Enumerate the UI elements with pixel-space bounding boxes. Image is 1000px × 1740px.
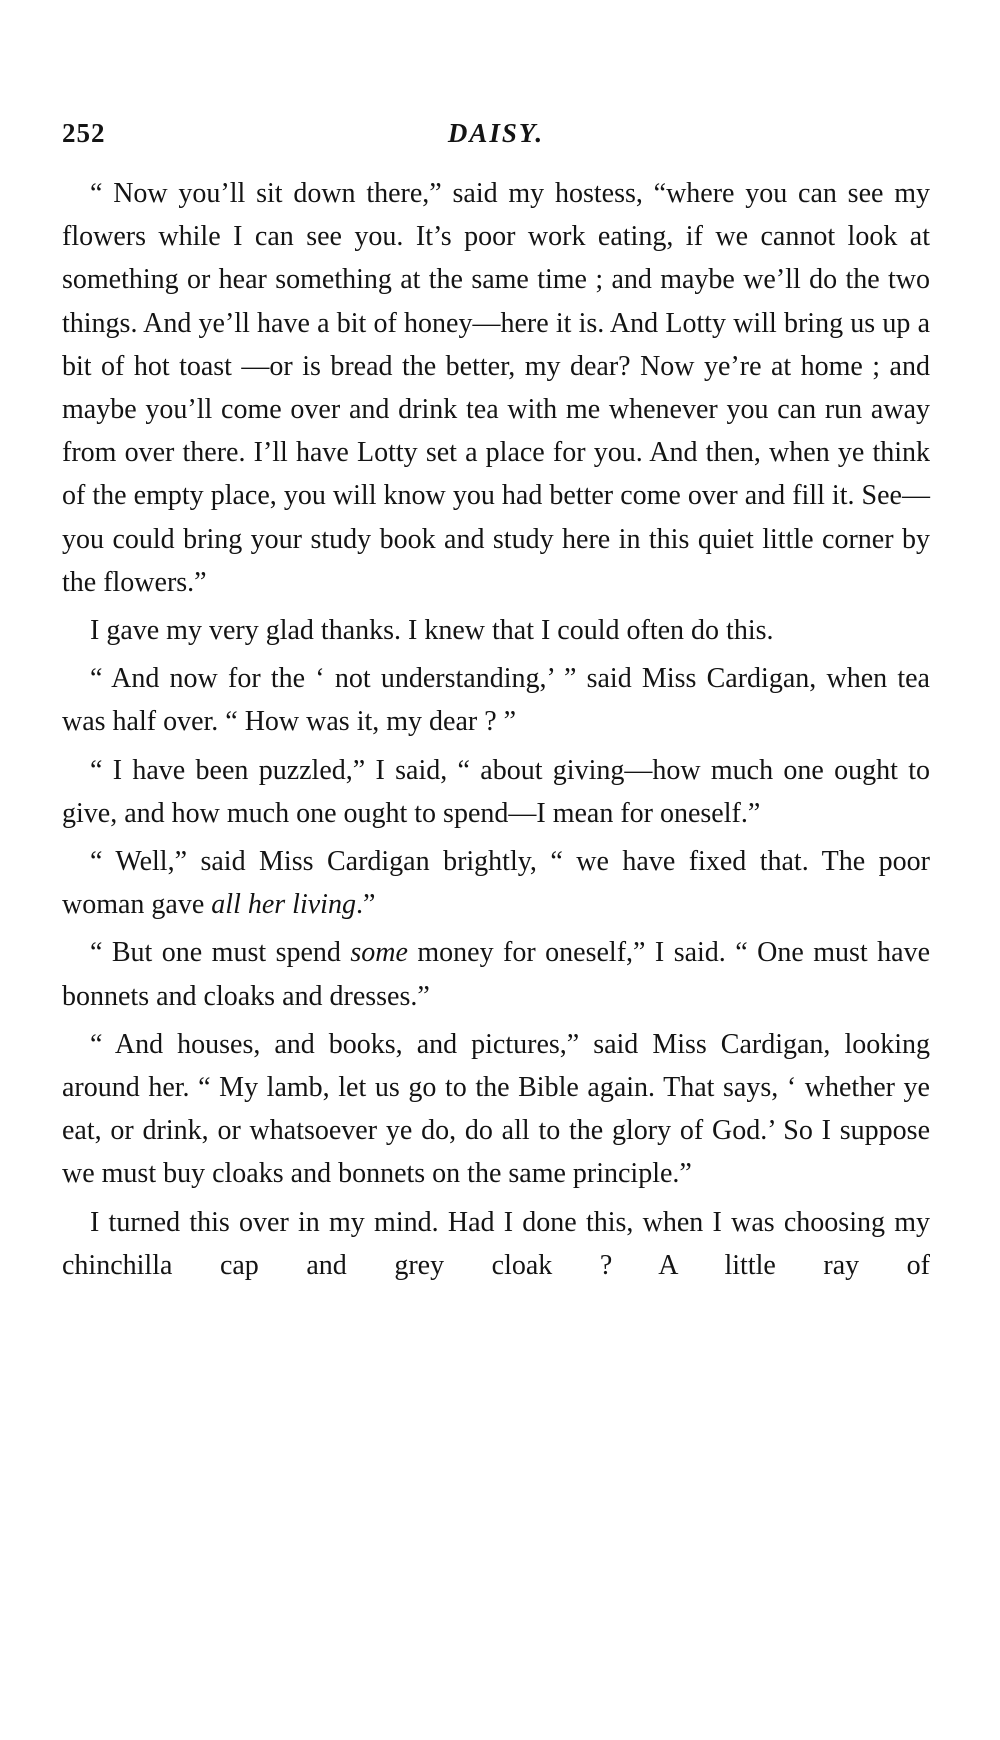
text-run: “ But one must spend [90, 937, 351, 969]
body-text [62, 172, 930, 1287]
paragraph-3 [62, 657, 930, 743]
text-run: I turned this over in my mind. Had I done this, when I was choosing my chinchilla cap and grey cloak ? A little ray of [62, 1206, 930, 1281]
text-run: “ Now you’ll sit down there,” said my hostess, “where you can see my flowers while I can see you. It’s poor work eating, if we cannot look at something or hear something at the same time ; and maybe we’ll do the two things. And ye’ll have a bit of honey—here it is. And Lotty will bring us up a bit of hot toast —or is bread the better, my dear? Now ye’re at home ; and maybe you’ll come over and drink tea with me whenever you can run away from over there. I’ll have Lotty set a place for you. And then, when ye think of the empty place, you will know you had better come over and fill it. See—you could bring your study book and study here in this quiet little corner by the flowers.” [62, 178, 930, 598]
text-run: I gave my very glad thanks. I knew that I could often do this. [90, 615, 774, 647]
text-run: “ And now for the ‘ not understanding,’ ” said Miss Cardigan, when tea was half over. “ How was it, my dear ? ” [62, 663, 930, 738]
paragraph-2 [62, 609, 930, 652]
page-header [62, 118, 930, 158]
page-number: 252 [62, 118, 106, 148]
text-run: “ And houses, and books, and pictures,” said Miss Cardigan, looking around her. “ My lamb, let us go to the Bible again. That says, ‘ whether ye eat, or drink, or whatsoever ye do, do all to the glory of God.’ So I suppose we must buy cloaks and bonnets on the same principle.” [62, 1028, 930, 1190]
italic-text: all her living [211, 889, 356, 921]
text-run: “ Well,” said Miss Cardigan brightly, “ we have fixed that. The poor woman gave [62, 846, 930, 921]
italic-text: some [350, 937, 408, 969]
paragraph-1 [62, 172, 930, 604]
text-run: .” [355, 889, 376, 921]
running-head: DAISY. [447, 118, 545, 148]
paragraph-4 [62, 749, 930, 835]
text-run: money for oneself,” I said. “ One must have bonnets and cloaks and dresses.” [62, 937, 931, 1012]
paragraph-6 [62, 931, 930, 1017]
text-run: “ I have been puzzled,” I said, “ about giving—how much one ought to give, and how much one ought to spend—I mean for oneself.” [62, 754, 930, 829]
paragraph-8 [62, 1201, 930, 1287]
paragraph-7 [62, 1023, 930, 1196]
paragraph-5 [62, 840, 930, 926]
